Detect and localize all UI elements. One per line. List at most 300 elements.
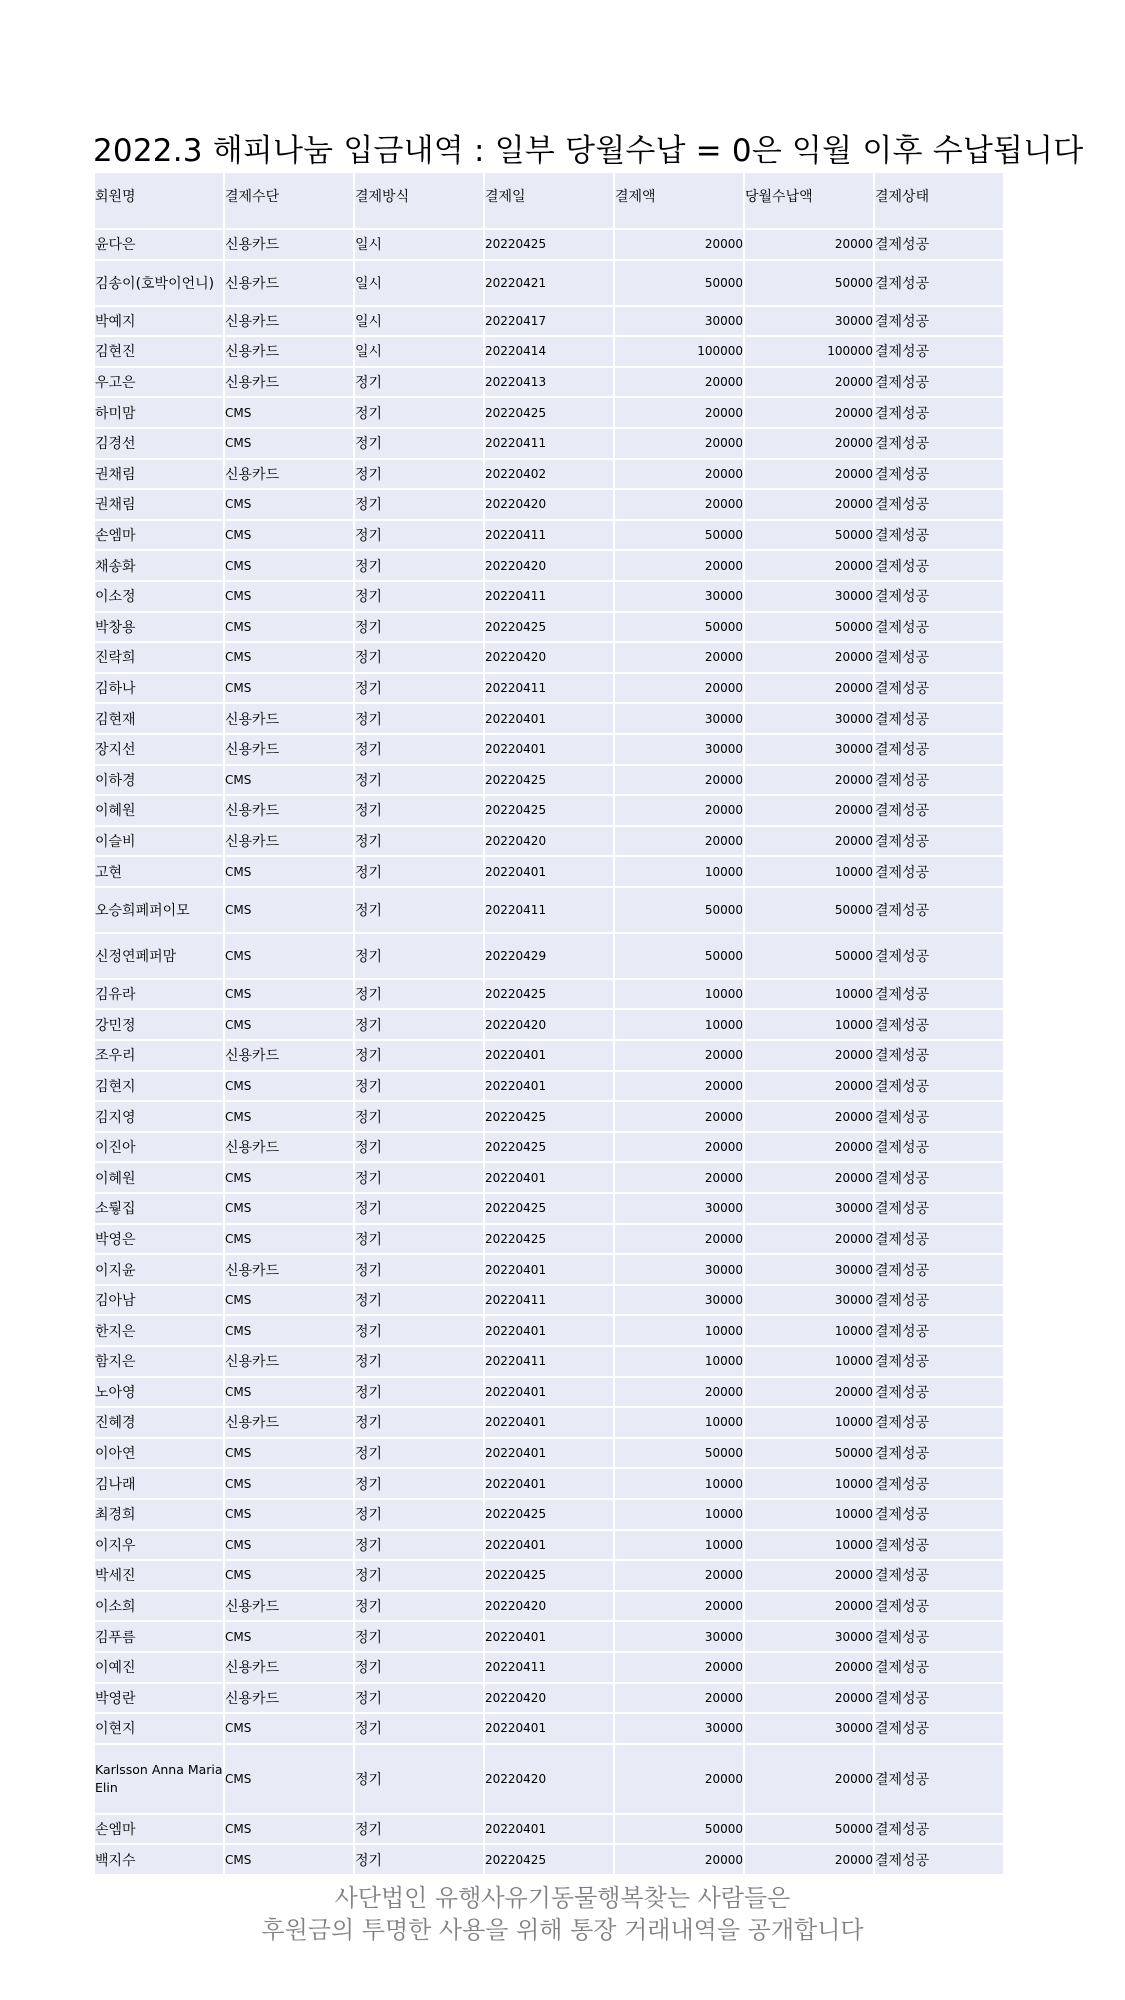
cell-month-received: 20000 bbox=[745, 643, 873, 674]
cell-month-received: 20000 bbox=[745, 429, 873, 460]
cell-payment-date: 20220421 bbox=[485, 261, 613, 307]
cell-payment-amount: 20000 bbox=[615, 1102, 743, 1133]
table-row bbox=[95, 1469, 1003, 1500]
cell-member-name: 김경선 bbox=[95, 429, 223, 460]
cell-payment-means: 신용카드 bbox=[225, 1347, 353, 1378]
cell-payment-status: 결제성공 bbox=[875, 551, 1003, 582]
cell-member-name: 신정연페퍼맘 bbox=[95, 934, 223, 980]
cell-payment-date: 20220425 bbox=[485, 1133, 613, 1164]
cell-payment-status: 결제성공 bbox=[875, 1561, 1003, 1592]
cell-payment-date: 20220411 bbox=[485, 429, 613, 460]
cell-payment-date: 20220401 bbox=[485, 1041, 613, 1072]
table-row bbox=[95, 1592, 1003, 1623]
table-row bbox=[95, 398, 1003, 429]
cell-payment-type: 정기 bbox=[355, 1469, 483, 1500]
cell-payment-amount: 20000 bbox=[615, 1072, 743, 1103]
cell-month-received: 50000 bbox=[745, 934, 873, 980]
cell-payment-date: 20220420 bbox=[485, 1010, 613, 1041]
table-row bbox=[95, 1815, 1003, 1846]
cell-payment-means: 신용카드 bbox=[225, 1255, 353, 1286]
cell-member-name: 하미맘 bbox=[95, 398, 223, 429]
table-row bbox=[95, 1255, 1003, 1286]
cell-payment-date: 20220401 bbox=[485, 1378, 613, 1409]
cell-month-received: 30000 bbox=[745, 704, 873, 735]
cell-member-name: 박영란 bbox=[95, 1684, 223, 1715]
cell-payment-date: 20220401 bbox=[485, 735, 613, 766]
table-row bbox=[95, 857, 1003, 888]
cell-payment-status: 결제성공 bbox=[875, 1845, 1003, 1876]
cell-payment-means: CMS bbox=[225, 1163, 353, 1194]
cell-payment-date: 20220401 bbox=[485, 1622, 613, 1653]
cell-member-name: 권채림 bbox=[95, 490, 223, 521]
cell-payment-amount: 10000 bbox=[615, 1010, 743, 1041]
cell-member-name: 진혜경 bbox=[95, 1408, 223, 1439]
cell-payment-type: 정기 bbox=[355, 1408, 483, 1439]
cell-payment-type: 정기 bbox=[355, 1622, 483, 1653]
cell-member-name: 김현지 bbox=[95, 1072, 223, 1103]
cell-payment-date: 20220420 bbox=[485, 1684, 613, 1715]
cell-payment-date: 20220425 bbox=[485, 230, 613, 261]
table-row bbox=[95, 307, 1003, 338]
table-row bbox=[95, 490, 1003, 521]
header-payment-date: 결제일 bbox=[485, 173, 613, 230]
footer-line-2: 후원금의 투명한 사용을 위해 통장 거래내역을 공개합니다 bbox=[261, 1916, 864, 1944]
cell-payment-type: 정기 bbox=[355, 1714, 483, 1745]
cell-payment-means: 신용카드 bbox=[225, 735, 353, 766]
cell-month-received: 30000 bbox=[745, 1622, 873, 1653]
cell-payment-amount: 20000 bbox=[615, 1653, 743, 1684]
cell-payment-status: 결제성공 bbox=[875, 1745, 1003, 1815]
cell-payment-amount: 10000 bbox=[615, 1347, 743, 1378]
cell-payment-means: CMS bbox=[225, 490, 353, 521]
cell-payment-means: CMS bbox=[225, 857, 353, 888]
cell-member-name: 이소정 bbox=[95, 582, 223, 613]
cell-payment-amount: 20000 bbox=[615, 1561, 743, 1592]
cell-payment-type: 정기 bbox=[355, 766, 483, 797]
cell-payment-type: 정기 bbox=[355, 1684, 483, 1715]
cell-payment-status: 결제성공 bbox=[875, 857, 1003, 888]
cell-payment-type: 정기 bbox=[355, 1347, 483, 1378]
cell-payment-type: 정기 bbox=[355, 1500, 483, 1531]
cell-payment-means: 신용카드 bbox=[225, 368, 353, 399]
cell-payment-type: 정기 bbox=[355, 1561, 483, 1592]
cell-payment-date: 20220402 bbox=[485, 460, 613, 491]
cell-month-received: 10000 bbox=[745, 1408, 873, 1439]
cell-month-received: 10000 bbox=[745, 1347, 873, 1378]
cell-payment-status: 결제성공 bbox=[875, 490, 1003, 521]
cell-payment-status: 결제성공 bbox=[875, 1714, 1003, 1745]
cell-member-name: Karlsson Anna Maria Elin bbox=[95, 1745, 223, 1815]
cell-month-received: 20000 bbox=[745, 230, 873, 261]
cell-month-received: 20000 bbox=[745, 1684, 873, 1715]
cell-payment-amount: 20000 bbox=[615, 1684, 743, 1715]
cell-payment-means: 신용카드 bbox=[225, 261, 353, 307]
cell-payment-means: CMS bbox=[225, 1561, 353, 1592]
table-row bbox=[95, 1041, 1003, 1072]
cell-payment-status: 결제성공 bbox=[875, 337, 1003, 368]
cell-payment-amount: 30000 bbox=[615, 307, 743, 338]
cell-payment-amount: 10000 bbox=[615, 980, 743, 1011]
table-row bbox=[95, 230, 1003, 261]
cell-member-name: 이슬비 bbox=[95, 827, 223, 858]
cell-member-name: 손엠마 bbox=[95, 1815, 223, 1846]
cell-payment-date: 20220420 bbox=[485, 1745, 613, 1815]
cell-payment-amount: 50000 bbox=[615, 1439, 743, 1470]
cell-payment-date: 20220401 bbox=[485, 1408, 613, 1439]
cell-payment-date: 20220411 bbox=[485, 582, 613, 613]
cell-payment-means: CMS bbox=[225, 1286, 353, 1317]
cell-month-received: 20000 bbox=[745, 1845, 873, 1876]
cell-member-name: 김유라 bbox=[95, 980, 223, 1011]
cell-member-name: 이혜원 bbox=[95, 1163, 223, 1194]
table-row bbox=[95, 1845, 1003, 1876]
cell-payment-amount: 20000 bbox=[615, 766, 743, 797]
cell-payment-status: 결제성공 bbox=[875, 1684, 1003, 1715]
cell-payment-amount: 50000 bbox=[615, 521, 743, 552]
table-row bbox=[95, 1347, 1003, 1378]
cell-payment-status: 결제성공 bbox=[875, 307, 1003, 338]
cell-payment-date: 20220425 bbox=[485, 1561, 613, 1592]
cell-payment-status: 결제성공 bbox=[875, 827, 1003, 858]
cell-payment-amount: 20000 bbox=[615, 674, 743, 705]
cell-month-received: 20000 bbox=[745, 1102, 873, 1133]
cell-month-received: 30000 bbox=[745, 1194, 873, 1225]
cell-member-name: 노아영 bbox=[95, 1378, 223, 1409]
cell-payment-status: 결제성공 bbox=[875, 980, 1003, 1011]
cell-member-name: 조우리 bbox=[95, 1041, 223, 1072]
table-row bbox=[95, 1286, 1003, 1317]
cell-payment-means: CMS bbox=[225, 1316, 353, 1347]
cell-payment-means: CMS bbox=[225, 1378, 353, 1409]
cell-payment-status: 결제성공 bbox=[875, 230, 1003, 261]
cell-payment-status: 결제성공 bbox=[875, 1225, 1003, 1256]
cell-payment-amount: 30000 bbox=[615, 1622, 743, 1653]
table-row bbox=[95, 1010, 1003, 1041]
cell-payment-means: CMS bbox=[225, 398, 353, 429]
cell-month-received: 20000 bbox=[745, 1225, 873, 1256]
cell-member-name: 권채림 bbox=[95, 460, 223, 491]
cell-payment-amount: 20000 bbox=[615, 796, 743, 827]
cell-member-name: 김하나 bbox=[95, 674, 223, 705]
cell-member-name: 이혜원 bbox=[95, 796, 223, 827]
cell-payment-status: 결제성공 bbox=[875, 934, 1003, 980]
cell-month-received: 20000 bbox=[745, 674, 873, 705]
cell-payment-amount: 20000 bbox=[615, 1592, 743, 1623]
cell-payment-status: 결제성공 bbox=[875, 1041, 1003, 1072]
table-row bbox=[95, 582, 1003, 613]
cell-payment-date: 20220411 bbox=[485, 521, 613, 552]
cell-payment-means: CMS bbox=[225, 1815, 353, 1846]
header-payment-amount: 결제액 bbox=[615, 173, 743, 230]
cell-payment-type: 일시 bbox=[355, 307, 483, 338]
cell-payment-date: 20220401 bbox=[485, 1255, 613, 1286]
cell-payment-status: 결제성공 bbox=[875, 1378, 1003, 1409]
cell-payment-type: 정기 bbox=[355, 1194, 483, 1225]
cell-payment-type: 정기 bbox=[355, 704, 483, 735]
cell-payment-date: 20220417 bbox=[485, 307, 613, 338]
cell-payment-date: 20220420 bbox=[485, 1592, 613, 1623]
cell-payment-type: 정기 bbox=[355, 1316, 483, 1347]
cell-payment-type: 정기 bbox=[355, 1286, 483, 1317]
cell-payment-amount: 20000 bbox=[615, 551, 743, 582]
cell-payment-status: 결제성공 bbox=[875, 1163, 1003, 1194]
table-row bbox=[95, 429, 1003, 460]
header-payment-means: 결제수단 bbox=[225, 173, 353, 230]
cell-payment-date: 20220425 bbox=[485, 1102, 613, 1133]
cell-month-received: 20000 bbox=[745, 1653, 873, 1684]
table-row bbox=[95, 1439, 1003, 1470]
cell-month-received: 50000 bbox=[745, 613, 873, 644]
cell-payment-amount: 20000 bbox=[615, 1041, 743, 1072]
cell-payment-date: 20220420 bbox=[485, 643, 613, 674]
cell-payment-status: 결제성공 bbox=[875, 613, 1003, 644]
cell-payment-date: 20220411 bbox=[485, 888, 613, 934]
cell-payment-date: 20220411 bbox=[485, 1347, 613, 1378]
cell-payment-means: 신용카드 bbox=[225, 827, 353, 858]
cell-payment-amount: 20000 bbox=[615, 429, 743, 460]
cell-payment-type: 정기 bbox=[355, 1163, 483, 1194]
cell-payment-type: 정기 bbox=[355, 1439, 483, 1470]
cell-payment-amount: 20000 bbox=[615, 1225, 743, 1256]
cell-member-name: 한지은 bbox=[95, 1316, 223, 1347]
cell-payment-amount: 20000 bbox=[615, 643, 743, 674]
cell-month-received: 50000 bbox=[745, 1815, 873, 1846]
cell-payment-amount: 10000 bbox=[615, 1469, 743, 1500]
table-row bbox=[95, 1194, 1003, 1225]
cell-payment-means: 신용카드 bbox=[225, 1041, 353, 1072]
table-row bbox=[95, 1133, 1003, 1164]
table-row bbox=[95, 1225, 1003, 1256]
cell-payment-means: CMS bbox=[225, 521, 353, 552]
cell-payment-means: CMS bbox=[225, 980, 353, 1011]
cell-payment-status: 결제성공 bbox=[875, 1316, 1003, 1347]
cell-payment-date: 20220401 bbox=[485, 1531, 613, 1562]
cell-payment-status: 결제성공 bbox=[875, 1194, 1003, 1225]
cell-payment-means: CMS bbox=[225, 1531, 353, 1562]
cell-payment-type: 정기 bbox=[355, 1378, 483, 1409]
table-row bbox=[95, 1500, 1003, 1531]
cell-payment-date: 20220425 bbox=[485, 796, 613, 827]
cell-payment-amount: 20000 bbox=[615, 1745, 743, 1815]
table-row bbox=[95, 1316, 1003, 1347]
cell-payment-amount: 20000 bbox=[615, 230, 743, 261]
table-row bbox=[95, 1561, 1003, 1592]
table-row bbox=[95, 613, 1003, 644]
cell-payment-amount: 50000 bbox=[615, 261, 743, 307]
cell-payment-status: 결제성공 bbox=[875, 1469, 1003, 1500]
cell-payment-means: 신용카드 bbox=[225, 230, 353, 261]
cell-month-received: 20000 bbox=[745, 796, 873, 827]
cell-month-received: 50000 bbox=[745, 521, 873, 552]
cell-month-received: 20000 bbox=[745, 460, 873, 491]
cell-member-name: 이예진 bbox=[95, 1653, 223, 1684]
cell-payment-amount: 20000 bbox=[615, 368, 743, 399]
cell-payment-means: CMS bbox=[225, 429, 353, 460]
cell-payment-type: 정기 bbox=[355, 827, 483, 858]
cell-payment-date: 20220401 bbox=[485, 1316, 613, 1347]
cell-month-received: 20000 bbox=[745, 368, 873, 399]
table-row bbox=[95, 934, 1003, 980]
cell-payment-amount: 50000 bbox=[615, 888, 743, 934]
cell-payment-means: CMS bbox=[225, 1225, 353, 1256]
cell-payment-status: 결제성공 bbox=[875, 1255, 1003, 1286]
cell-payment-status: 결제성공 bbox=[875, 1133, 1003, 1164]
cell-month-received: 30000 bbox=[745, 735, 873, 766]
cell-member-name: 함지은 bbox=[95, 1347, 223, 1378]
cell-payment-type: 정기 bbox=[355, 796, 483, 827]
cell-payment-type: 정기 bbox=[355, 1531, 483, 1562]
cell-payment-type: 정기 bbox=[355, 460, 483, 491]
cell-payment-means: 신용카드 bbox=[225, 1653, 353, 1684]
cell-member-name: 손엠마 bbox=[95, 521, 223, 552]
cell-payment-amount: 30000 bbox=[615, 1286, 743, 1317]
cell-month-received: 20000 bbox=[745, 766, 873, 797]
cell-payment-type: 정기 bbox=[355, 398, 483, 429]
cell-payment-date: 20220425 bbox=[485, 766, 613, 797]
cell-payment-status: 결제성공 bbox=[875, 1622, 1003, 1653]
table-row bbox=[95, 1163, 1003, 1194]
cell-payment-means: CMS bbox=[225, 934, 353, 980]
cell-payment-type: 정기 bbox=[355, 613, 483, 644]
cell-payment-means: CMS bbox=[225, 674, 353, 705]
table-row bbox=[95, 888, 1003, 934]
table-row bbox=[95, 1745, 1003, 1815]
cell-month-received: 20000 bbox=[745, 1133, 873, 1164]
cell-payment-date: 20220425 bbox=[485, 980, 613, 1011]
cell-payment-date: 20220429 bbox=[485, 934, 613, 980]
cell-payment-means: CMS bbox=[225, 1010, 353, 1041]
cell-payment-means: CMS bbox=[225, 1714, 353, 1745]
cell-payment-date: 20220411 bbox=[485, 1286, 613, 1317]
cell-month-received: 10000 bbox=[745, 1316, 873, 1347]
cell-payment-status: 결제성공 bbox=[875, 704, 1003, 735]
table-row bbox=[95, 460, 1003, 491]
table-row bbox=[95, 337, 1003, 368]
cell-month-received: 30000 bbox=[745, 1286, 873, 1317]
table-row bbox=[95, 1408, 1003, 1439]
cell-month-received: 20000 bbox=[745, 1745, 873, 1815]
cell-month-received: 50000 bbox=[745, 888, 873, 934]
cell-member-name: 김송이(호박이언니) bbox=[95, 261, 223, 307]
table-row bbox=[95, 1714, 1003, 1745]
cell-month-received: 20000 bbox=[745, 1592, 873, 1623]
table-row bbox=[95, 674, 1003, 705]
cell-payment-status: 결제성공 bbox=[875, 368, 1003, 399]
cell-payment-type: 정기 bbox=[355, 1592, 483, 1623]
header-payment-type: 결제방식 bbox=[355, 173, 483, 230]
cell-payment-status: 결제성공 bbox=[875, 261, 1003, 307]
cell-payment-amount: 50000 bbox=[615, 934, 743, 980]
cell-payment-means: 신용카드 bbox=[225, 704, 353, 735]
cell-payment-type: 정기 bbox=[355, 980, 483, 1011]
table-row bbox=[95, 551, 1003, 582]
cell-member-name: 김아남 bbox=[95, 1286, 223, 1317]
cell-payment-means: CMS bbox=[225, 766, 353, 797]
cell-payment-means: CMS bbox=[225, 1102, 353, 1133]
cell-payment-means: CMS bbox=[225, 551, 353, 582]
table-row bbox=[95, 796, 1003, 827]
cell-payment-amount: 30000 bbox=[615, 1255, 743, 1286]
cell-payment-means: 신용카드 bbox=[225, 796, 353, 827]
cell-member-name: 김지영 bbox=[95, 1102, 223, 1133]
cell-payment-amount: 10000 bbox=[615, 1500, 743, 1531]
footer-notice bbox=[0, 1882, 1125, 1946]
cell-payment-type: 정기 bbox=[355, 429, 483, 460]
cell-payment-type: 정기 bbox=[355, 674, 483, 705]
cell-payment-date: 20220420 bbox=[485, 490, 613, 521]
cell-payment-type: 정기 bbox=[355, 1653, 483, 1684]
cell-month-received: 10000 bbox=[745, 1469, 873, 1500]
cell-payment-date: 20220413 bbox=[485, 368, 613, 399]
cell-payment-date: 20220425 bbox=[485, 398, 613, 429]
cell-month-received: 100000 bbox=[745, 337, 873, 368]
table-header-row bbox=[95, 173, 1003, 230]
cell-payment-means: 신용카드 bbox=[225, 1133, 353, 1164]
cell-payment-means: 신용카드 bbox=[225, 337, 353, 368]
cell-member-name: 김현재 bbox=[95, 704, 223, 735]
cell-month-received: 10000 bbox=[745, 857, 873, 888]
table-row bbox=[95, 1378, 1003, 1409]
cell-payment-date: 20220401 bbox=[485, 704, 613, 735]
cell-payment-means: 신용카드 bbox=[225, 1684, 353, 1715]
cell-payment-means: CMS bbox=[225, 1072, 353, 1103]
cell-payment-means: CMS bbox=[225, 643, 353, 674]
cell-payment-type: 정기 bbox=[355, 1225, 483, 1256]
cell-member-name: 강민정 bbox=[95, 1010, 223, 1041]
table-row bbox=[95, 1622, 1003, 1653]
cell-payment-amount: 30000 bbox=[615, 582, 743, 613]
cell-payment-date: 20220425 bbox=[485, 1500, 613, 1531]
cell-payment-amount: 30000 bbox=[615, 1714, 743, 1745]
cell-payment-date: 20220401 bbox=[485, 1469, 613, 1500]
cell-member-name: 이진아 bbox=[95, 1133, 223, 1164]
cell-payment-amount: 20000 bbox=[615, 827, 743, 858]
cell-payment-status: 결제성공 bbox=[875, 521, 1003, 552]
cell-month-received: 10000 bbox=[745, 1500, 873, 1531]
cell-payment-means: CMS bbox=[225, 1194, 353, 1225]
cell-month-received: 20000 bbox=[745, 1378, 873, 1409]
cell-payment-type: 정기 bbox=[355, 1845, 483, 1876]
cell-member-name: 최경희 bbox=[95, 1500, 223, 1531]
cell-member-name: 이소희 bbox=[95, 1592, 223, 1623]
cell-payment-means: CMS bbox=[225, 1845, 353, 1876]
cell-payment-means: CMS bbox=[225, 1469, 353, 1500]
cell-payment-status: 결제성공 bbox=[875, 460, 1003, 491]
table-row bbox=[95, 368, 1003, 399]
cell-payment-amount: 20000 bbox=[615, 1133, 743, 1164]
cell-member-name: 윤다은 bbox=[95, 230, 223, 261]
cell-payment-amount: 20000 bbox=[615, 1845, 743, 1876]
cell-payment-type: 정기 bbox=[355, 643, 483, 674]
cell-payment-means: CMS bbox=[225, 1439, 353, 1470]
cell-payment-means: 신용카드 bbox=[225, 1592, 353, 1623]
footer-line-1: 사단법인 유행사유기동물행복찾는 사람들은 bbox=[334, 1884, 791, 1912]
cell-payment-date: 20220401 bbox=[485, 1072, 613, 1103]
cell-payment-type: 정기 bbox=[355, 551, 483, 582]
header-payment-status: 결제상태 bbox=[875, 173, 1003, 230]
cell-member-name: 박예지 bbox=[95, 307, 223, 338]
cell-payment-amount: 10000 bbox=[615, 1531, 743, 1562]
cell-payment-amount: 20000 bbox=[615, 490, 743, 521]
cell-payment-type: 일시 bbox=[355, 261, 483, 307]
cell-payment-type: 정기 bbox=[355, 1255, 483, 1286]
cell-payment-date: 20220411 bbox=[485, 674, 613, 705]
cell-payment-type: 정기 bbox=[355, 857, 483, 888]
cell-month-received: 20000 bbox=[745, 1072, 873, 1103]
table-row bbox=[95, 1531, 1003, 1562]
cell-payment-type: 정기 bbox=[355, 1041, 483, 1072]
cell-payment-date: 20220425 bbox=[485, 1225, 613, 1256]
